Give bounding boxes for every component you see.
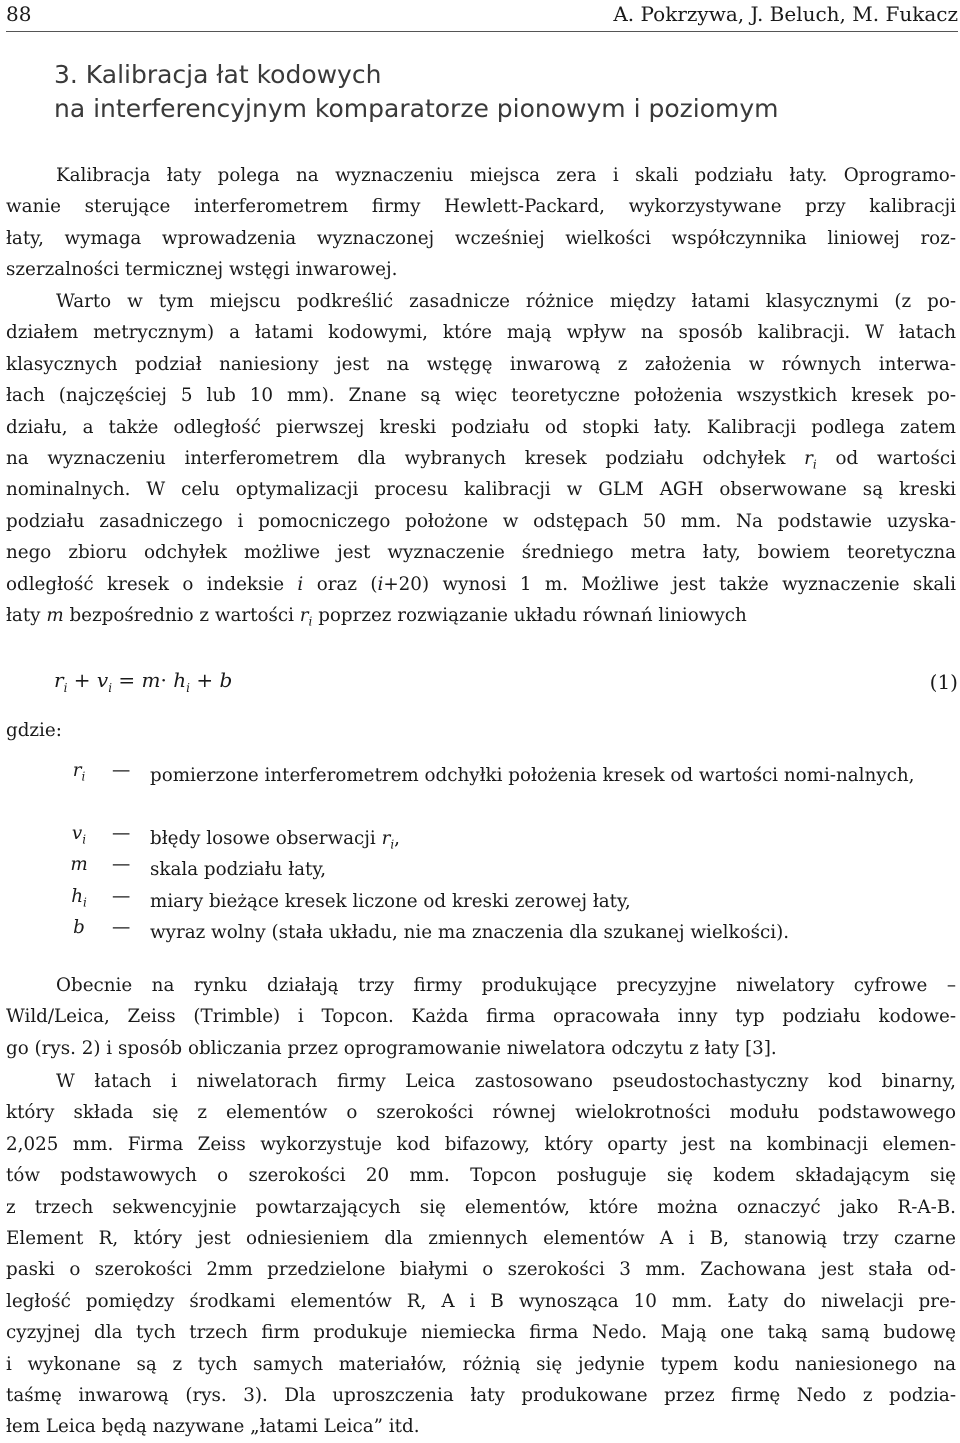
equation-1: $r_i + v_i = m\cdot h_i + b$ bbox=[54, 668, 233, 695]
definition-dash: — bbox=[112, 885, 131, 907]
header-rule bbox=[6, 31, 958, 32]
text-line: z trzech sekwencyjnie powtarzających się elementów, które można oznaczyć jako R-A-B. bbox=[6, 1196, 956, 1218]
where-label: gdzie: bbox=[6, 720, 62, 741]
definition-dash: — bbox=[112, 854, 131, 876]
definition-symbol: $r_i$ bbox=[72, 760, 86, 784]
definition-text: skala podziału łaty, bbox=[150, 859, 327, 881]
text-line: podziału zasadniczego i pomocniczego położone w odstępach 50 mm. Na podstawie uzyska- bbox=[6, 510, 956, 532]
symbol-r: r bbox=[804, 447, 813, 469]
equation-number: (1) bbox=[929, 670, 958, 694]
text-line: taśmę inwarową (rys. 3). Dla uproszczenia łaty produkowane przez firmę Nedo z podzia- bbox=[6, 1384, 956, 1406]
text-line: działem metrycznym) a łatami kodowymi, które mają wpływ na sposób kalibracji. W łatach bbox=[6, 322, 956, 344]
definition-b bbox=[54, 917, 956, 948]
text-line: Obecnie na rynku działają trzy firmy produkujące precyzyjne niwelatory cyfrowe – bbox=[56, 975, 956, 996]
text-line: działu, a także odległość pierwszej kreski podziału od stopki łaty. Kalibracji podlega zatem bbox=[6, 416, 956, 438]
definition-symbol: b bbox=[73, 916, 85, 938]
definition-dash: — bbox=[112, 822, 131, 844]
symbol-i: i bbox=[297, 573, 304, 595]
text-line: nominalnych. W celu optymalizacji procesu kalibracji w GLM AGH obserwowane są kreski bbox=[6, 479, 956, 501]
section-title bbox=[54, 58, 934, 126]
section-title-line-1: 3. Kalibracja łat kodowych bbox=[54, 60, 382, 89]
text-line: łem Leica będą nazywane „łatami Leica” itd. bbox=[6, 1416, 420, 1438]
text-line: Kalibracja łaty polega na wyznaczeniu miejsca zera i skali podziału łaty. Oprogramo- bbox=[56, 165, 956, 186]
text-line: który składa się z elementów o szerokości równej wielokrotności modułu podstawowego bbox=[6, 1102, 956, 1124]
running-header bbox=[6, 0, 958, 30]
definition-text: pomierzone interferometrem odchyłki położenia kresek od wartości nomi-nalnych, bbox=[150, 765, 915, 786]
section-title-line-2: na interferencyjnym komparatorze pionowym i poziomym bbox=[54, 94, 779, 123]
definition-symbol: m bbox=[70, 854, 88, 876]
running-header-authors: A. Pokrzywa, J. Beluch, M. Fukacz bbox=[613, 2, 958, 26]
text-line: W łatach i niwelatorach firmy Leica zastosowano pseudostochastyczny kod binarny, bbox=[56, 1071, 956, 1092]
text-line: 2,025 mm. Firma Zeiss wykorzystuje kod bifazowy, który oparty jest na kombinacji elemen- bbox=[6, 1133, 956, 1155]
symbol-i: i bbox=[377, 573, 384, 595]
text-line: paski o szerokości 2mm przedzielone białymi o szerokości 3 mm. Zachowana jest stała od- bbox=[6, 1259, 956, 1281]
symbol-r: r bbox=[299, 604, 309, 626]
definition-text: wyraz wolny (stała układu, nie ma znaczenia dla szukanej wielkości). bbox=[150, 921, 790, 943]
text-line: klasycznych podział naniesiony jest na wstęgę inwarową z założenia w równych interwa- bbox=[6, 353, 956, 375]
paragraph-1 bbox=[6, 160, 956, 286]
definition-dash: — bbox=[112, 760, 131, 781]
text-line: wanie sterujące interferometrem firmy Hewlett-Packard, wykorzystywane przy kalibracji bbox=[6, 196, 956, 218]
definition-r bbox=[54, 760, 956, 823]
text-line: Element R, który jest odniesieniem dla zmiennych elementów A i B, stanowią trzy czarne bbox=[6, 1227, 956, 1249]
text-line: szerzalności termicznej wstęgi inwarowej. bbox=[6, 259, 398, 281]
definition-symbol: $h_i$ bbox=[71, 885, 87, 910]
definition-list bbox=[54, 760, 956, 948]
definition-h bbox=[54, 886, 956, 917]
text-line: ległość pomiędzy środkami elementów R, A i B wynosząca 10 mm. Łaty do niwelacji pre- bbox=[6, 1290, 956, 1312]
text-line: go (rys. 2) i sposób obliczania przez oprogramowanie niwelatora odczytu z łaty [3]. bbox=[6, 1037, 777, 1059]
symbol-i: i bbox=[308, 614, 313, 629]
text-line: łaty, wymaga wprowadzenia wyznaczonej wcześniej wielkości współczynnika liniowej roz- bbox=[6, 227, 956, 249]
definition-text: błędy losowe obserwacji $r_i$, bbox=[150, 827, 400, 852]
page-number: 88 bbox=[6, 2, 32, 26]
symbol-m: m bbox=[46, 604, 64, 626]
definition-v bbox=[54, 823, 956, 854]
definition-m bbox=[54, 854, 956, 885]
text-line-with-symbol: łaty m bezpośrednio z wartości $r_i$ poprzez rozwiązanie układu równań liniowych bbox=[6, 604, 747, 629]
paragraph-2 bbox=[6, 286, 956, 631]
text-line: nego zbioru odchyłek możliwe jest wyznaczenie średniego metra łaty, bowiem teoretyczna bbox=[6, 542, 956, 564]
text-line: i wykonane są z tych samych materiałów, różnią się jedynie typem kodu naniesionego na bbox=[6, 1353, 956, 1375]
text-line: łach (najczęściej 5 lub 10 mm). Znane są więc teoretyczne położenia wszystkich kresek po- bbox=[6, 385, 956, 407]
definition-text: miary bieżące kresek liczone od kreski zerowej łaty, bbox=[150, 890, 631, 912]
text-line: Warto w tym miejscu podkreślić zasadnicze różnice między łatami klasycznymi (z po- bbox=[56, 291, 956, 312]
paragraph-3 bbox=[6, 970, 956, 1064]
text-line-with-symbol: na wyznaczeniu interferometrem dla wybranych kresek podziału odchyłek $r_i$ od wartości bbox=[6, 447, 956, 472]
text-line: Wild/Leica, Zeiss (Trimble) i Topcon. Każda firma opracowała inny typ podziału kodowe- bbox=[6, 1006, 956, 1028]
paragraph-4 bbox=[6, 1066, 956, 1443]
text-line: tów podstawowych o szerokości 20 mm. Topcon posługuje się kodem składającym się bbox=[6, 1165, 956, 1187]
symbol-i: i bbox=[812, 457, 817, 472]
definition-symbol: $v_i$ bbox=[71, 822, 87, 847]
text-line-with-symbol: odległość kresek o indeksie i oraz (i+20) wynosi 1 m. Możliwe jest także wyznaczenie skali bbox=[6, 573, 956, 595]
definition-dash: — bbox=[112, 916, 131, 938]
text-line: cyzyjnej dla tych trzech firm produkuje niemiecka firma Nedo. Mają one taką samą budowę bbox=[6, 1322, 956, 1344]
